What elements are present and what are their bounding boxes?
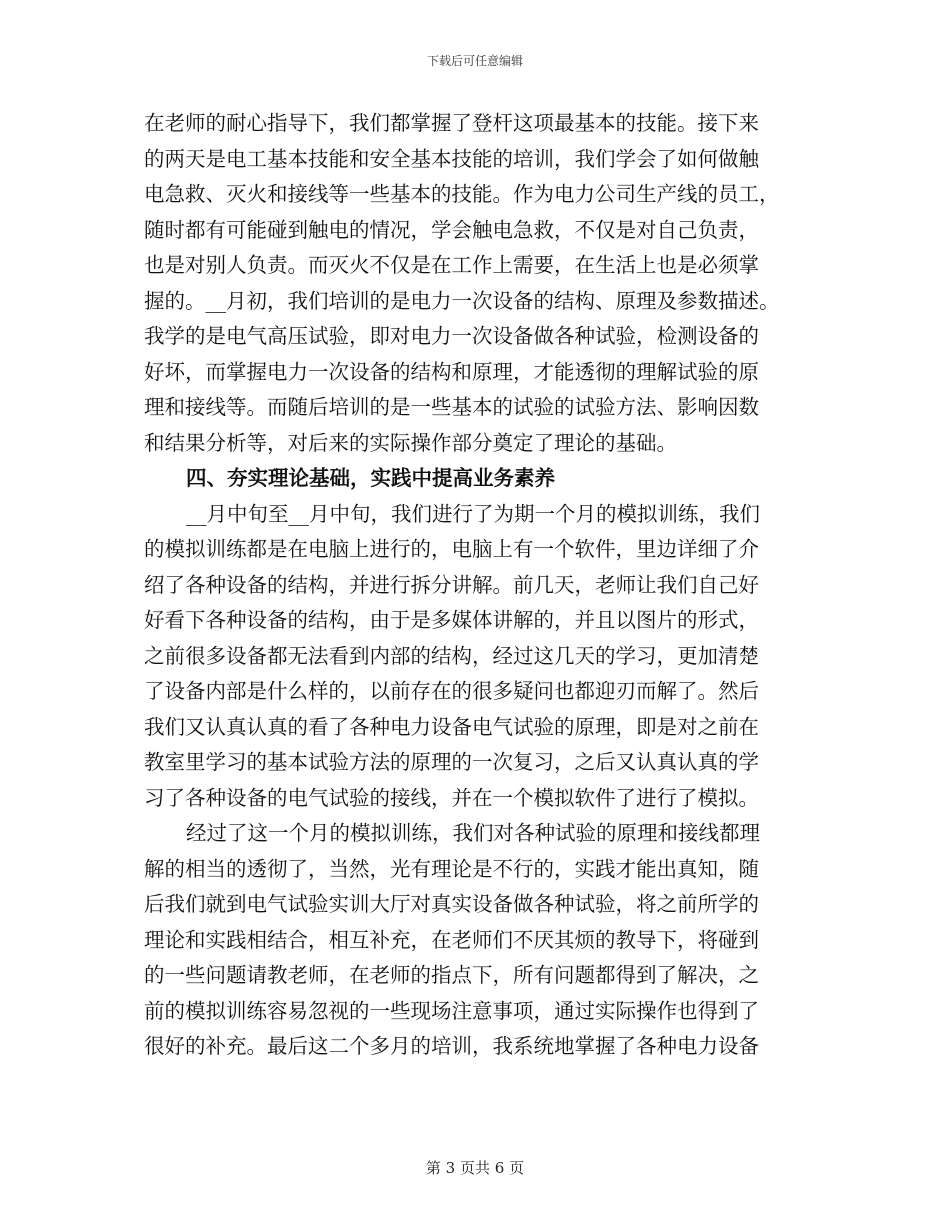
- text-line: 前的模拟训练容易忽视的一些现场注意事项，通过实际操作也得到了: [144, 998, 759, 1023]
- text-line: 我学的是电气高压试验，即对电力一次设备做各种试验，检测设备的: [144, 324, 759, 348]
- page-footer: 第 3 页共 6 页: [425, 1159, 525, 1177]
- text-line: 教室里学习的基本试验方法的原理的一次复习，之后又认真认真的学: [144, 750, 759, 774]
- text-line: 电急救、灭火和接线等一些基本的技能。作为电力公司生产线的员工，: [144, 182, 780, 206]
- text-line: 绍了各种设备的结构，并进行拆分讲解。前几天，老师让我们自己好: [144, 572, 759, 597]
- text-line: 了设备内部是什么样的，以前存在的很多疑问也都迎刃而解了。然后: [144, 679, 759, 703]
- section-heading: 四、夯实理论基础，实践中提高业务素养: [186, 466, 555, 490]
- document-body: [144, 106, 804, 1065]
- text-line: 好坏，而掌握电力一次设备的结构和原理，才能透彻的理解试验的原: [144, 359, 759, 384]
- text-line: 后我们就到电气试验实训大厅对真实设备做各种试验，将之前所学的: [144, 892, 759, 916]
- text-line: 握的。__月初，我们培训的是电力一次设备的结构、原理及参数描述。: [144, 288, 780, 313]
- text-line: 解的相当的透彻了，当然，光有理论是不行的，实践才能出真知，随: [144, 856, 759, 881]
- text-line: 很好的补充。最后这二个多月的培训，我系统地掌握了各种电力设备: [144, 1034, 759, 1058]
- text-line: __月中旬至__月中旬，我们进行了为期一个月的模拟训练，我们: [186, 501, 760, 526]
- text-line: 我们又认真认真的看了各种电力设备电气试验的原理，即是对之前在: [144, 714, 759, 739]
- text-line: 也是对别人负责。而灭火不仅是在工作上需要，在生活上也是必须掌: [144, 253, 759, 277]
- text-line: 理论和实践相结合，相互补充，在老师们不厌其烦的教导下，将碰到: [144, 927, 759, 952]
- text-line: 习了各种设备的电气试验的接线，并在一个模拟软件了进行了模拟。: [144, 785, 759, 810]
- text-line: 在老师的耐心指导下，我们都掌握了登杆这项最基本的技能。接下来: [144, 111, 759, 135]
- text-line: 好看下各种设备的结构，由于是多媒体讲解的，并且以图片的形式，: [144, 608, 759, 632]
- text-line: 随时都有可能碰到触电的情况，学会触电急救，不仅是对自己负责，: [144, 217, 759, 242]
- text-line: 理和接线等。而随后培训的是一些基本的试验的试验方法、影响因数: [144, 395, 759, 419]
- text-line: 和结果分析等，对后来的实际操作部分奠定了理论的基础。: [144, 430, 677, 455]
- text-line: 的两天是电工基本技能和安全基本技能的培训，我们学会了如何做触: [144, 146, 759, 171]
- text-line: 之前很多设备都无法看到内部的结构，经过这几天的学习，更加清楚: [144, 643, 759, 668]
- text-line: 的模拟训练都是在电脑上进行的，电脑上有一个软件，里边详细了介: [144, 537, 759, 561]
- page-header: 下载后可任意编辑: [426, 54, 523, 68]
- text-line: 经过了这一个月的模拟训练，我们对各种试验的原理和接线都理: [186, 821, 760, 845]
- text-line: 的一些问题请教老师，在老师的指点下，所有问题都得到了解决，之: [144, 963, 759, 987]
